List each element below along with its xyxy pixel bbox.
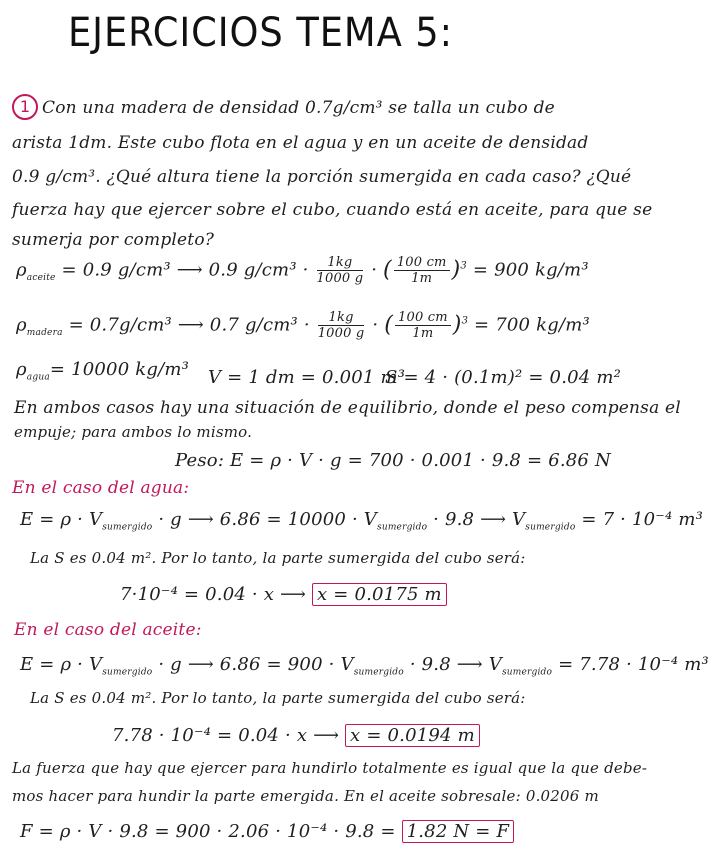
fraction-cm-m: $\frac{100 cm}{1m}$ xyxy=(394,255,450,286)
oil-case-header: En el caso del aceite: xyxy=(14,620,202,640)
statement-line-3: 0.9 g/cm³. ¿Qué altura tiene la porción sumergida en cada caso? ¿Qué xyxy=(12,167,632,187)
cube-area: S = 4 · (0.1m)² = 0.04 m² xyxy=(385,367,622,388)
equilibrium-line-2: empuje; para ambos lo mismo. xyxy=(14,423,253,441)
fraction-kg-g: $\frac{1kg}{1000 g}$ xyxy=(317,310,365,341)
conversion-aceite: $\rho_{aceite} = 0.9$ g/cm³ ⟶ 0.9 g/cm³ · $\frac{1kg}{1000 g}$ · ( $\frac{100 cm}{1m}$ )$^3$ = 900 kg/m³ xyxy=(16,255,589,286)
fraction-kg-g: $\frac{1kg}{1000 g}$ xyxy=(316,255,364,286)
water-case-header: En el caso del agua: xyxy=(12,478,190,498)
force-text-line-1: La fuerza que hay que ejercer para hundirlo totalmente es igual que la que debe- xyxy=(12,759,648,777)
water-buoyancy-equation: $E = \rho \cdot V_{sumergido} \cdot g$ ⟶ $6.86 = 10000 \cdot V_{sumergido} \cdot 9.8$ ⟶ $V_{sumergido} = 7 \cdot 10^{-4}$ m³ xyxy=(20,509,704,533)
statement-line-4: fuerza hay que ejercer sobre el cubo, cuando está en aceite, para que se xyxy=(12,200,653,220)
statement-line-5: sumerja por completo? xyxy=(12,230,215,250)
statement-line-2: arista 1dm. Este cubo flota en el agua y en un aceite de densidad xyxy=(12,133,589,153)
oil-area-text: La S es 0.04 m². Por lo tanto, la parte sumergida del cubo será: xyxy=(30,689,526,707)
weight-equation: Peso: E = ρ · V · g = 700 · 0.001 · 9.8 = 6.86 N xyxy=(175,450,611,471)
problem-number-badge: 1 xyxy=(12,94,38,120)
force-calc: F = ρ · V · 9.8 = 900 · 2.06 · 10⁻⁴ · 9.8 = 1.82 N = F xyxy=(20,822,514,842)
oil-buoyancy-equation: $E = \rho \cdot V_{sumergido} \cdot g$ ⟶ $6.86 = 900 \cdot V_{sumergido} \cdot 9.8$ ⟶ $V_{sumergido} = 7.78 \cdot 10^{-4}$ m³ xyxy=(20,654,709,678)
oil-height-calc: 7.78 · 10⁻⁴ = 0.04 · x ⟶ x = 0.0194 m xyxy=(112,726,480,746)
fraction-cm-m: $\frac{100 cm}{1m}$ xyxy=(395,310,451,341)
page-title: EJERCICIOS TEMA 5: xyxy=(68,10,453,56)
water-area-text: La S es 0.04 m². Por lo tanto, la parte sumergida del cubo será: xyxy=(30,549,526,567)
oil-height-result: x = 0.0194 m xyxy=(345,724,480,747)
force-result: 1.82 N = F xyxy=(402,820,515,843)
density-water: $\rho_{agua}= 10000$ kg/m³ xyxy=(16,359,190,383)
cube-volume: V = 1 dm = 0.001 m³ xyxy=(208,367,406,388)
water-height-result: x = 0.0175 m xyxy=(312,583,447,606)
water-height-calc: 7·10⁻⁴ = 0.04 · x ⟶ x = 0.0175 m xyxy=(120,585,447,605)
equilibrium-line-1: En ambos casos hay una situación de equilibrio, donde el peso compensa el xyxy=(14,398,681,418)
force-text-line-2: mos hacer para hundir la parte emergida. En el aceite sobresale: 0.0206 m xyxy=(12,787,599,805)
statement-line-1: Con una madera de densidad 0.7g/cm³ se talla un cubo de xyxy=(42,98,555,118)
conversion-madera: $\rho_{madera} = 0.7g/cm^3$ ⟶ 0.7 g/cm³ · $\frac{1kg}{1000 g}$ · ( $\frac{100 cm}{1m}$ )$^3$ = 700 kg/m³ xyxy=(16,310,590,341)
